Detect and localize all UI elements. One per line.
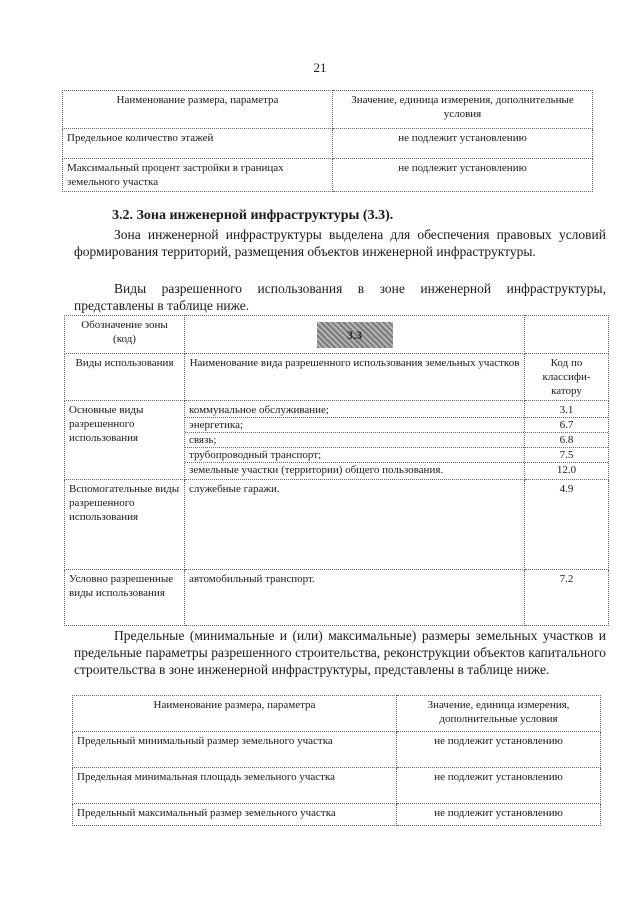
table-cell: Максимальный процент застройки в границах земельного участка [63, 159, 333, 192]
list-item: трубопроводный транспорт; [185, 448, 524, 463]
column-header: Виды использования [65, 354, 185, 401]
list-item: связь; [185, 433, 524, 448]
table-cell: не подлежит установлению [397, 804, 601, 826]
table-cell: Предельная минимальная площадь земельного участка [73, 768, 397, 804]
table-cell: не подлежит установлению [333, 129, 593, 159]
zone-code: 3.3 [317, 322, 393, 348]
table-cell: Предельный минимальный размер земельного участка [73, 732, 397, 768]
section-paragraph: Виды разрешенного использования в зоне инженерной инфраструктуры, представлены в таблице ниже. [74, 281, 606, 313]
table-cell: не подлежит установлению [333, 159, 593, 192]
list-item: земельные участки (территории) общего пользования. [189, 464, 444, 476]
zone-code-cell [185, 316, 525, 354]
code-item: 12.0 [556, 464, 577, 476]
conditional-uses-label: Условно разрешенные виды использования [65, 570, 185, 626]
table-header: Значение, единица измерения, дополнительные условия [397, 696, 601, 732]
table-cell: не подлежит установлению [397, 768, 601, 804]
table-cell [525, 316, 609, 354]
column-header: Код по классифи-катору [525, 354, 609, 401]
parameters-table-bottom [72, 695, 601, 826]
code-item: 6.8 [525, 433, 608, 448]
table-header: Наименование размера, параметра [63, 91, 333, 129]
section-heading: 3.2. Зона инженерной инфраструктуры (3.3). [112, 208, 394, 223]
table-cell: Предельное количество этажей [63, 129, 333, 159]
zone-label: Обозначение зоны (код) [65, 316, 185, 354]
table-cell: не подлежит установлению [397, 732, 601, 768]
parameters-table-top [62, 90, 593, 192]
main-uses-codes [525, 401, 609, 480]
main-uses-label: Основные виды разрешенного использования [65, 401, 185, 480]
auxiliary-use-name: служебные гаражи. [185, 480, 525, 570]
permitted-uses-table [64, 315, 609, 626]
conditional-use-code: 7.2 [525, 570, 609, 626]
table-header: Значение, единица измерения, дополнительные условия [333, 91, 593, 129]
column-header: Наименование вида разрешенного использования земельных участков [185, 354, 525, 401]
section-paragraph: Зона инженерной инфраструктуры выделена для обеспечения правовых условий формирования территорий, размещения объектов инженерной инфраструктуры. [74, 227, 606, 259]
table-header: Наименование размера, параметра [73, 696, 397, 732]
code-item: 7.5 [525, 448, 608, 463]
auxiliary-use-code: 4.9 [525, 480, 609, 570]
list-item: коммунальное обслуживание; [185, 403, 524, 418]
auxiliary-uses-label: Вспомогательные виды разрешенного использования [65, 480, 185, 570]
page-number: 21 [313, 60, 327, 75]
limits-paragraph: Предельные (минимальные и (или) максимальные) размеры земельных участков и предельные параметры разрешенного строительства, реконструкции объектов капитального строительства в зоне инженерной инфраструктуры, представлены в таблице ниже. [74, 628, 606, 677]
code-item: 6.7 [525, 418, 608, 433]
code-item: 3.1 [525, 403, 608, 418]
main-uses-list [185, 401, 525, 480]
list-item: энергетика; [185, 418, 524, 433]
conditional-use-name: автомобильный транспорт. [185, 570, 525, 626]
table-cell: Предельный максимальный размер земельного участка [73, 804, 397, 826]
